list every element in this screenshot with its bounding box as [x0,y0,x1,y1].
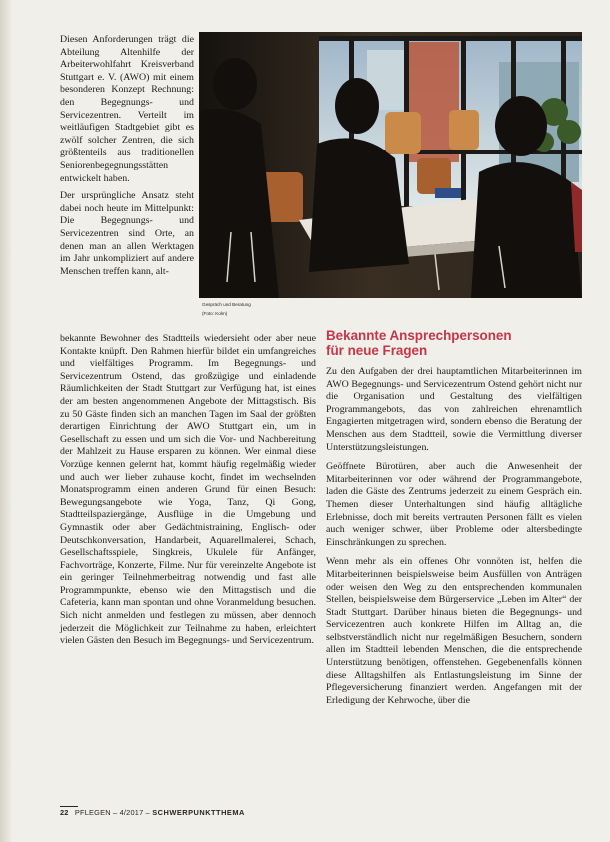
paragraph: Der ursprüngliche Ansatz steht dabei noch heute im Mittelpunkt: Die Begegnungs- und Servicezentren sind Orte, an denen man an allen Werktagen im Jahr unkompliziert auf andere Menschen treffen kann, alt- [60,190,194,277]
paragraph: Diesen Anforderungen trägt die Abteilung Altenhilfe der Arbeiterwohlfahrt Kreisverband Stuttgart e. V. (AWO) mit einem besonderen Konzept Rechnung: den Begegnungs- und Servicezentren. Verteilt im weitläufigen Stadtgebiet gibt es zwölf solcher Zentren, die sich größtenteils aus traditionellen Seniorenbegegnungsstätten entwickelt haben. [60,34,194,184]
page-number: 22 [60,808,69,817]
caption-credit: (Foto: Kolm) [202,311,228,316]
heading-line: Bekannte Ansprechpersonen [326,328,512,343]
footer-rule [60,806,78,807]
caption-text: Gespräch und Beratung [202,302,251,307]
paragraph: Geöffnete Bürotüren, aber auch die Anwesenheit der Mitarbeiterinnen vor oder während der Programmangebote, laden die Gäste des Zentrums jederzeit zu einem Gespräch ein. Themen dieser Unterhaltungen sind häufig alltägliche Erlebnisse, doch mit bereits vertrauten Personen fällt es vielen auch weniger schwer, über Probleme oder altersbedingte Einschränkungen zu sprechen. [326,461,582,548]
article-column-left-narrow [60,34,194,283]
article-column-left-wide [60,333,316,648]
article-photo [199,32,582,298]
page-footer [60,808,582,817]
page-edge-shadow [0,0,12,842]
photo-caption [202,300,322,318]
paragraph: Wenn mehr als ein offenes Ohr vonnöten ist, helfen die Mitarbeiterinnen beispielsweise beim Ausfüllen von Anträgen oder weisen den Weg zu den entsprechenden kommunalen Stellen, beispielsweise dem Bürgerservice „Leben im Alter“ der Stadt Stuttgart. Darüber hinaus bieten die Begegnungs- und Servicezentren auch konkrete Hilfen im Alltag an, die selbstverständlich nicht nur regelmäßigen Besuchern, sondern allen im Stadtteil lebenden Menschen, die die entsprechende Unterstützung benötigen, offenstehen. Gegebenenfalls können diese Alltagshilfen als Entlastungsleistung im Sinne der Pflegeversicherung finanziert werden. Angefangen mit der Erledigung der Kehrwoche, über die [326,556,582,706]
section-label: SCHWERPUNKTTHEMA [152,808,245,817]
magazine-issue: PFLEGEN – 4/2017 – [74,808,150,817]
section-heading [326,328,582,359]
paragraph: bekannte Bewohner des Stadtteils wiedersieht oder aber neue Kontakte knüpft. Den Rahmen hierfür bildet ein umfangreiches und vielfältiges Programm. Im Begegnungs- und Servicezentrum Ostend, das großzügige und einladende Räumlichkeiten der Stadt Stuttgart zur Verfügung hat, ist eines der am besten angenommenen Angebote der Mittagstisch. Bis zu 50 Gäste finden sich an manchen Tagen im Saal der größten derartigen Einrichtung der AWO Stuttgart ein, um in Gesellschaft zu essen und um sich die Vor- und Nachbereitung der Mahlzeit zu Hause ersparen zu können. Wer einmal diese Vorzüge kennen gelernt hat, kommt häufig regelmäßig wieder und auch wer lieber zuhause kocht, findet im wechselnden Monatsprogramm einen anderen Grund für einen Besuch: Bewegungsangebote wie Yoga, Tanz, Qi Gong, Stadtteilspaziergänge, Ausflüge in die Umgebung und Gymnastik oder aber Gedächtnistraining, Englisch- oder Deutschkonversation, Handarbeit, Aquarellmalerei, Schach, Gesellschaftsspiele, Singkreis, Ukulele für Anfänger, Fachvorträge, Konzerte, Filme. Nur für vereinzelte Angebote ist ein geringer Teilnehmerbeitrag notwendig und fast alle Programmpunkte, ebenso wie den Mittagstisch und die Cafeteria, kann man spontan und ohne Voranmeldung besuchen. Sich nicht anmelden und festlegen zu müssen, aber dennoch jederzeit die Möglichkeit zur Teilnahme zu haben, erleichtert vielen Gästen den Besuch im Begegnungs- und Servicezentrum. [60,333,316,647]
paragraph: Zu den Aufgaben der drei hauptamtlichen Mitarbeiterinnen im AWO Begegnungs- und Servicezentrum Ostend gehört nicht nur die Organisation und Gestaltung des vielfältigen Programmangebots, das von zahlreichen ehrenamtlich Engagierten mitgetragen wird, sondern ebenso die Beratung der Menschen aus dem Stadtteil, sowie die Vermittlung diverser Unterstützungsleistungen. [326,366,582,453]
heading-line: für neue Fragen [326,343,428,359]
article-column-right [326,366,582,707]
